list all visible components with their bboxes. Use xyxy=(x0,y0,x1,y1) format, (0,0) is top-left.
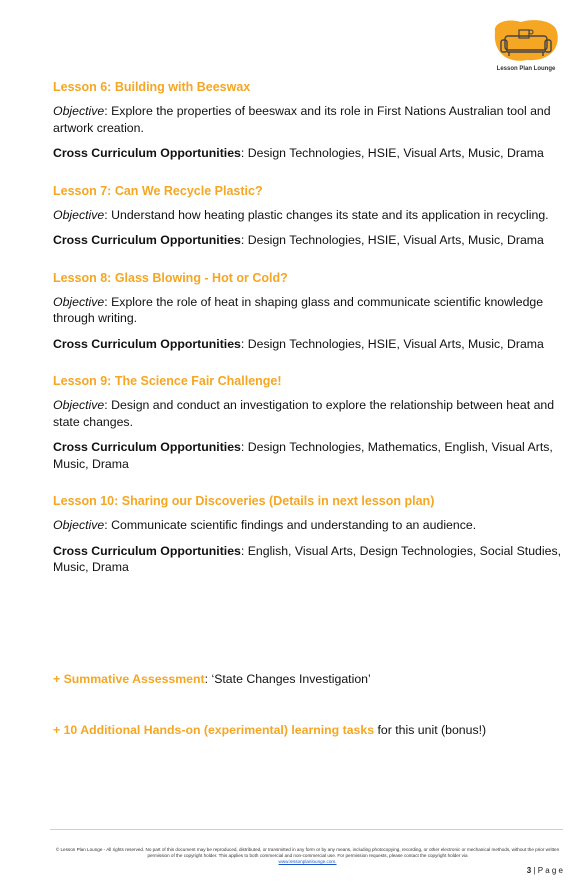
lesson-cross-curriculum xyxy=(53,336,563,353)
cross-curriculum-text: : Design Technologies, HSIE, Visual Arts, Music, Drama xyxy=(240,146,544,160)
lesson-10 xyxy=(53,494,563,576)
objective-label: Objective xyxy=(53,518,105,532)
objective-text: : Explore the role of heat in shaping glass and communicate scientific knowledge through writing. xyxy=(53,294,544,325)
cross-curriculum-label: Cross Curriculum Opportunities xyxy=(53,336,241,351)
summative-assessment-label: + Summative Assessment xyxy=(53,672,205,686)
cross-curriculum-label: Cross Curriculum Opportunities xyxy=(53,146,241,160)
cross-curriculum-label: Cross Curriculum Opportunities xyxy=(53,440,241,454)
lesson-objective xyxy=(53,294,563,327)
page-number xyxy=(500,866,563,875)
copyright-footer xyxy=(55,847,560,865)
page-number-value: 3 xyxy=(526,866,532,875)
lesson-title: Lesson 7: Can We Recycle Plastic? xyxy=(53,183,263,198)
lesson-title: Lesson 6: Building with Beeswax xyxy=(53,80,251,94)
summative-assessment-line xyxy=(53,672,371,686)
objective-label: Objective xyxy=(53,294,105,309)
couch-logo-icon xyxy=(491,18,561,66)
additional-tasks-line xyxy=(53,723,486,737)
lesson-cross-curriculum xyxy=(53,145,563,162)
footer-divider xyxy=(50,829,563,830)
lesson-cross-curriculum xyxy=(53,543,563,576)
brand-logo xyxy=(491,18,561,76)
cross-curriculum-text: : Design Technologies, Mathematics, English, Visual Arts, Music, Drama xyxy=(53,440,553,471)
lesson-8 xyxy=(53,271,563,353)
cross-curriculum-text: : Design Technologies, HSIE, Visual Arts, Music, Drama xyxy=(240,336,544,351)
objective-text: : Understand how heating plastic changes its state and its application in recycling. xyxy=(104,207,549,222)
lesson-objective xyxy=(53,207,563,224)
objective-label: Objective xyxy=(53,207,105,222)
copyright-text: © Lesson Plan Lounge - All rights reserved. No part of this document may be reproduced, distributed, or transmitted in any form or by any means, including photocopying, recording, or other electronic or mechanical methods, without the prior written permission of the copyright holder. This applies to both commercial and non-commercial use. For permission requests, please contact the copyright holder via xyxy=(55,847,560,858)
lesson-title: Lesson 10: Sharing our Discoveries (Details in next lesson plan) xyxy=(53,494,435,508)
cross-curriculum-label: Cross Curriculum Opportunities xyxy=(53,543,241,558)
lesson-9 xyxy=(53,374,563,472)
cross-curriculum-text: : Design Technologies, HSIE, Visual Arts, Music, Drama xyxy=(240,233,544,247)
lesson-objective xyxy=(53,517,563,534)
additional-tasks-text: for this unit (bonus!) xyxy=(374,723,487,737)
lesson-cross-curriculum xyxy=(53,439,563,472)
objective-text: : Explore the properties of beeswax and its role in First Nations Australian tool and artwork creation. xyxy=(53,104,551,135)
page-label: P a g e xyxy=(537,866,563,875)
logo-wordmark: Lesson Plan Lounge xyxy=(496,66,556,72)
page-separator: | xyxy=(531,866,538,875)
website-link[interactable]: www.lessonplanlounge.com. xyxy=(278,859,337,864)
objective-label: Objective xyxy=(53,398,105,412)
additional-tasks-label: + 10 Additional Hands-on (experimental) learning tasks xyxy=(53,723,375,737)
summative-assessment-text: : ‘State Changes Investigation’ xyxy=(204,672,371,686)
objective-text: : Design and conduct an investigation to explore the relationship between heat and state changes. xyxy=(53,398,555,429)
cross-curriculum-label: Cross Curriculum Opportunities xyxy=(53,233,241,247)
lesson-6 xyxy=(53,80,563,162)
objective-label: Objective xyxy=(53,104,105,118)
cross-curriculum-text: : English, Visual Arts, Design Technologies, Social Studies, Music, Drama xyxy=(53,543,562,574)
objective-text: : Communicate scientific findings and understanding to an audience. xyxy=(104,518,477,532)
lesson-cross-curriculum xyxy=(53,232,563,249)
lesson-title: Lesson 9: The Science Fair Challenge! xyxy=(53,374,282,388)
lesson-title: Lesson 8: Glass Blowing - Hot or Cold? xyxy=(53,270,288,285)
lesson-objective xyxy=(53,397,563,430)
lesson-7 xyxy=(53,184,563,249)
lesson-objective xyxy=(53,103,563,136)
lesson-list xyxy=(53,80,563,598)
